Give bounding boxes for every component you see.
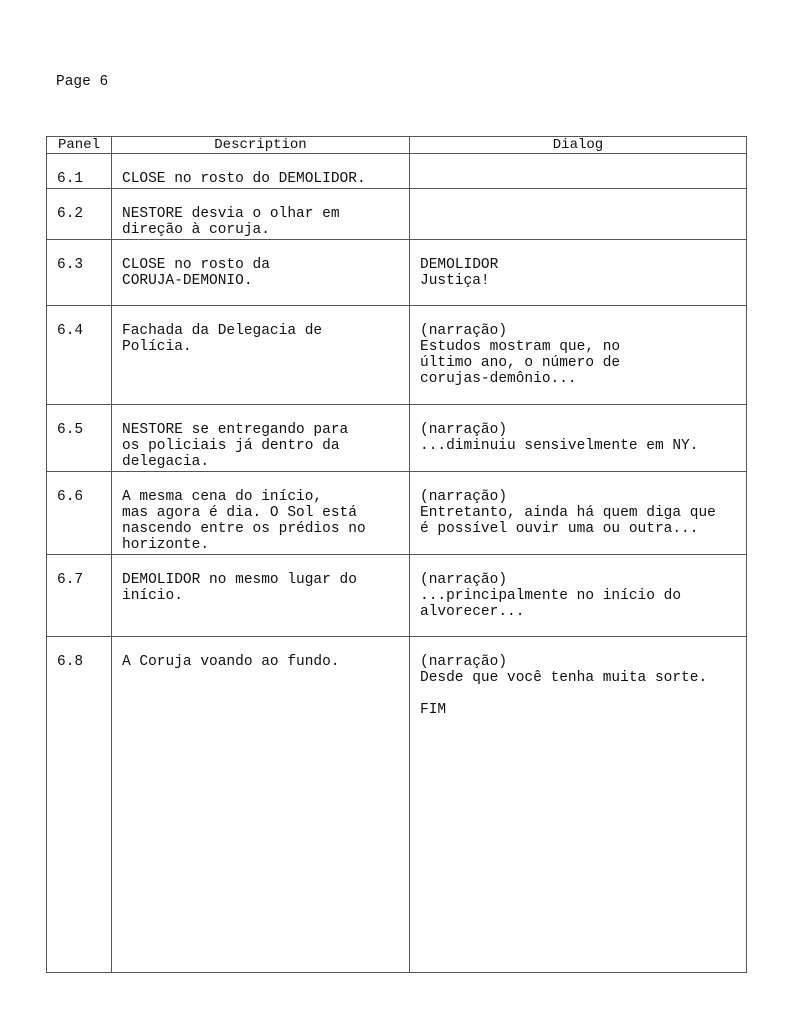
- dialog-cell: [410, 306, 747, 405]
- dialog-line: [420, 686, 736, 702]
- page-label: Page 6: [56, 74, 109, 90]
- dialog-line: (narração): [420, 654, 508, 670]
- description-cell: [112, 189, 410, 240]
- dialog-cell: [410, 555, 747, 637]
- dialog-line: (narração): [420, 323, 508, 339]
- dialog-cell: [410, 637, 747, 973]
- panel-description: CLOSE no rosto do DEMOLIDOR.: [122, 171, 366, 187]
- panel-number-cell: [47, 240, 112, 306]
- panel-description: NESTORE se entregando para os policiais já dentro da delegacia.: [122, 422, 349, 470]
- description-cell: [112, 637, 410, 973]
- panel-number: 6.3: [57, 257, 84, 273]
- table-row: [47, 240, 747, 306]
- panel-number-cell: [47, 555, 112, 637]
- dialog-line: ...principalmente no início do: [420, 588, 682, 604]
- table-row: [47, 472, 747, 555]
- panel-description: NESTORE desvia o olhar em direção à coruja.: [122, 206, 340, 238]
- dialog-line: Entretanto, ainda há quem diga que: [420, 505, 716, 521]
- description-cell: [112, 405, 410, 472]
- dialog-line: Desde que você tenha muita sorte.: [420, 670, 708, 686]
- table-row: [47, 555, 747, 637]
- panel-description: Fachada da Delegacia de Polícia.: [122, 323, 323, 355]
- dialog-line: (narração): [420, 572, 508, 588]
- dialog-line: último ano, o número de: [420, 355, 621, 371]
- dialog-line: FIM: [420, 702, 447, 718]
- header-description: Description: [112, 137, 410, 154]
- dialog-line: (narração): [420, 422, 508, 438]
- panel-number: 6.1: [57, 171, 84, 187]
- table-row: [47, 154, 747, 189]
- description-cell: [112, 555, 410, 637]
- dialog-line: Justiça!: [420, 273, 490, 289]
- panel-number-cell: [47, 637, 112, 973]
- panel-number: 6.5: [57, 422, 84, 438]
- table-row: [47, 306, 747, 405]
- header-row: [47, 137, 747, 154]
- dialog-line: Estudos mostram que, no: [420, 339, 621, 355]
- header-dialog: Dialog: [410, 137, 747, 154]
- dialog-cell: [410, 189, 747, 240]
- panel-number: 6.7: [57, 572, 84, 588]
- dialog-line: ...diminuiu sensivelmente em NY.: [420, 438, 699, 454]
- panel-description: DEMOLIDOR no mesmo lugar do início.: [122, 572, 357, 604]
- dialog-cell: [410, 154, 747, 189]
- panel-number-cell: [47, 306, 112, 405]
- panel-number: 6.8: [57, 654, 84, 670]
- panel-number: 6.4: [57, 323, 84, 339]
- panel-number: 6.2: [57, 206, 84, 222]
- panel-number-cell: [47, 154, 112, 189]
- table-row: [47, 637, 747, 973]
- table-row: [47, 189, 747, 240]
- table-row: [47, 405, 747, 472]
- description-cell: [112, 240, 410, 306]
- panel-description: A mesma cena do início, mas agora é dia. O Sol está nascendo entre os prédios no horizonte.: [122, 489, 366, 553]
- panel-number: 6.6: [57, 489, 84, 505]
- dialog-line: DEMOLIDOR: [420, 257, 499, 273]
- dialog-line: é possível ouvir uma ou outra...: [420, 521, 699, 537]
- dialog-line: corujas-demônio...: [420, 371, 577, 387]
- dialog-cell: [410, 405, 747, 472]
- dialog-line: alvorecer...: [420, 604, 525, 620]
- panel-description: CLOSE no rosto da CORUJA-DEMONIO.: [122, 257, 270, 289]
- panel-number-cell: [47, 189, 112, 240]
- description-cell: [112, 306, 410, 405]
- panel-description: A Coruja voando ao fundo.: [122, 654, 340, 670]
- dialog-cell: [410, 240, 747, 306]
- dialog-line: (narração): [420, 489, 508, 505]
- description-cell: [112, 472, 410, 555]
- header-panel: Panel: [47, 137, 112, 154]
- script-table: [46, 136, 747, 973]
- dialog-cell: [410, 472, 747, 555]
- description-cell: [112, 154, 410, 189]
- panel-number-cell: [47, 472, 112, 555]
- panel-number-cell: [47, 405, 112, 472]
